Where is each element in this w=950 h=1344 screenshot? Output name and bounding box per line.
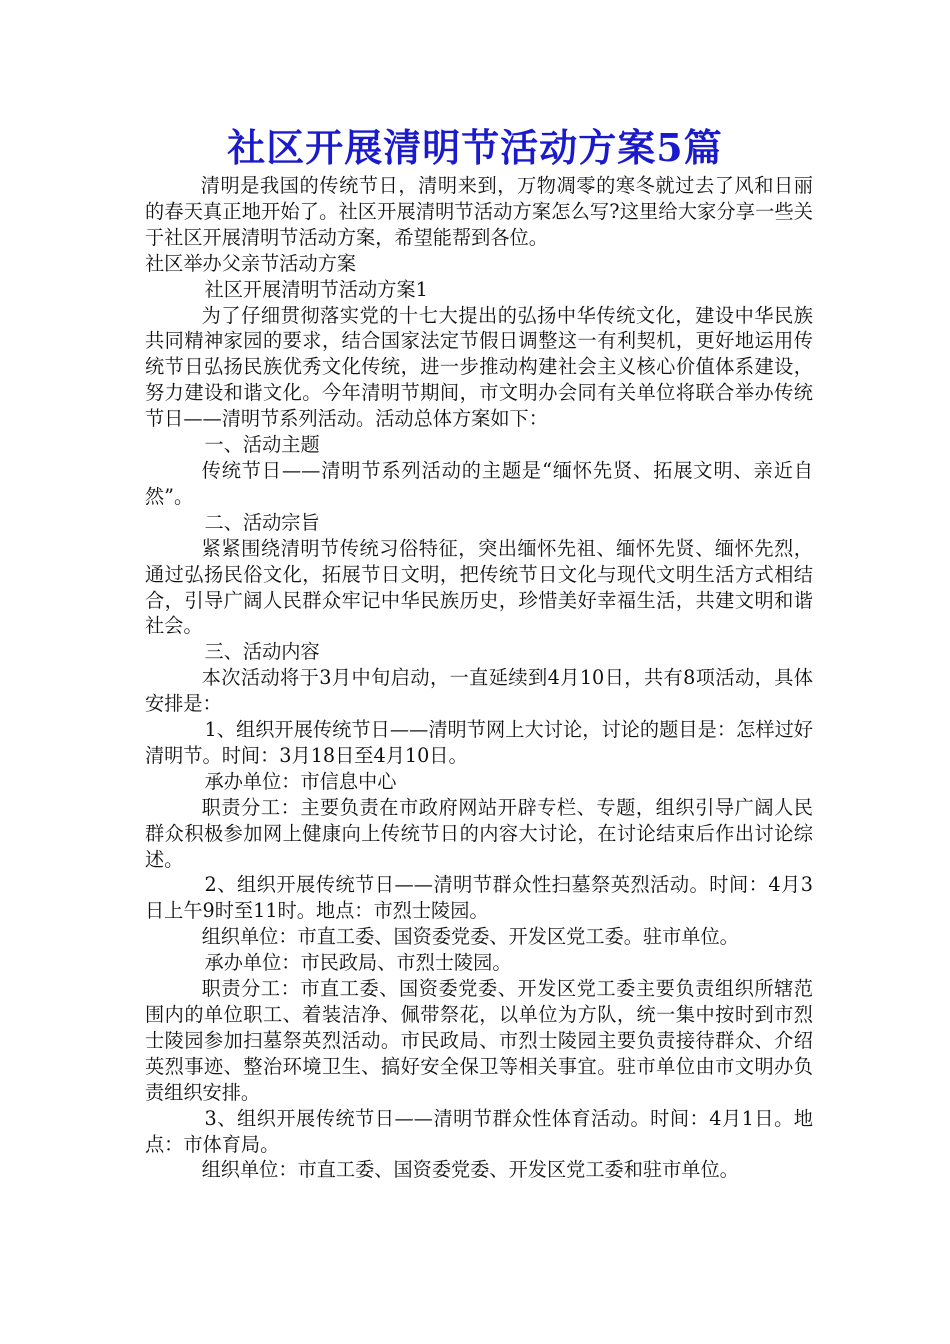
paragraph: 本次活动将于3月中旬启动，一直延续到4月10日，共有8项活动，具体安排是： — [145, 666, 813, 716]
paragraph: 组织单位：市直工委、国资委党委、开发区党工委。驻市单位。 — [201, 925, 739, 949]
subheading: 一、活动主题 — [204, 433, 320, 457]
paragraph: 为了仔细贯彻落实党的十七大提出的弘扬中华传统文化，建设中华民族共同精神家园的要求，结合国家法定节假日调整这一有利契机，更好地运用传统节日弘扬民族优秀文化传统，进一步推动构建社会主义核心价值体系建设，努力建设和谐文化。今年清明节期间，市文明办会同有关单位将联合举办传统节日——清明节系列活动。活动总体方案如下： — [145, 303, 813, 431]
paragraph: 承办单位：市信息中心 — [204, 769, 397, 793]
paragraph: 承办单位：市民政局、市烈士陵园。 — [204, 951, 512, 975]
list-item: 3、组织开展传统节日——清明节群众性体育活动。时间：4月1日。地点：市体育局。 — [145, 1106, 813, 1156]
paragraph: 职责分工：主要负责在市政府网站开辟专栏、专题，组织引导广阔人民群众积极参加网上健康向上传统节日的内容大讨论，在讨论结束后作出讨论综述。 — [145, 795, 813, 871]
subheading: 二、活动宗旨 — [204, 510, 320, 534]
document-body — [145, 173, 813, 1183]
paragraph: 职责分工：市直工委、国资委党委、开发区党工委主要负责组织所辖范围内的单位职工、着装洁净、佩带祭花，以单位为方队，统一集中按时到市烈士陵园参加扫墓祭英烈活动。市民政局、市烈士陵园主要负责接待群众、介绍英烈事迹、整治环境卫生、搞好安全保卫等相关事宜。驻市单位由市文明办负责组织安排。 — [145, 977, 813, 1104]
subheading: 三、活动内容 — [204, 640, 320, 664]
paragraph: 组织单位：市直工委、国资委党委、开发区党工委和驻市单位。 — [201, 1158, 739, 1182]
section-heading: 社区开展清明节活动方案1 — [204, 277, 428, 301]
list-item: 1、组织开展传统节日——清明节网上大讨论，讨论的题目是：怎样过好清明节。时间：3月18日至4月10日。 — [145, 718, 813, 767]
related-link-text: 社区举办父亲节活动方案 — [145, 251, 357, 275]
paragraph: 紧紧围绕清明节传统习俗特征，突出缅怀先祖、缅怀先贤、缅怀先烈，通过弘扬民俗文化，拓展节日文明，把传统节日文化与现代文明生活方式相结合，引导广阔人民群众牢记中华民族历史，珍惜美好幸福生活，共建文明和谐社会。 — [145, 536, 813, 638]
document-title: 社区开展清明节活动方案5篇 — [227, 125, 723, 170]
intro-paragraph: 清明是我国的传统节日，清明来到，万物凋零的寒冬就过去了风和日丽的春天真正地开始了。社区开展清明节活动方案怎么写?这里给大家分享一些关于社区开展清明节活动方案，希望能帮到各位。 — [145, 174, 813, 249]
list-item: 2、组织开展传统节日——清明节群众性扫墓祭英烈活动。时间：4月3日上午9时至11时。地点：市烈士陵园。 — [145, 873, 813, 923]
paragraph: 传统节日——清明节系列活动的主题是“缅怀先贤、拓展文明、亲近自然”。 — [145, 458, 813, 508]
